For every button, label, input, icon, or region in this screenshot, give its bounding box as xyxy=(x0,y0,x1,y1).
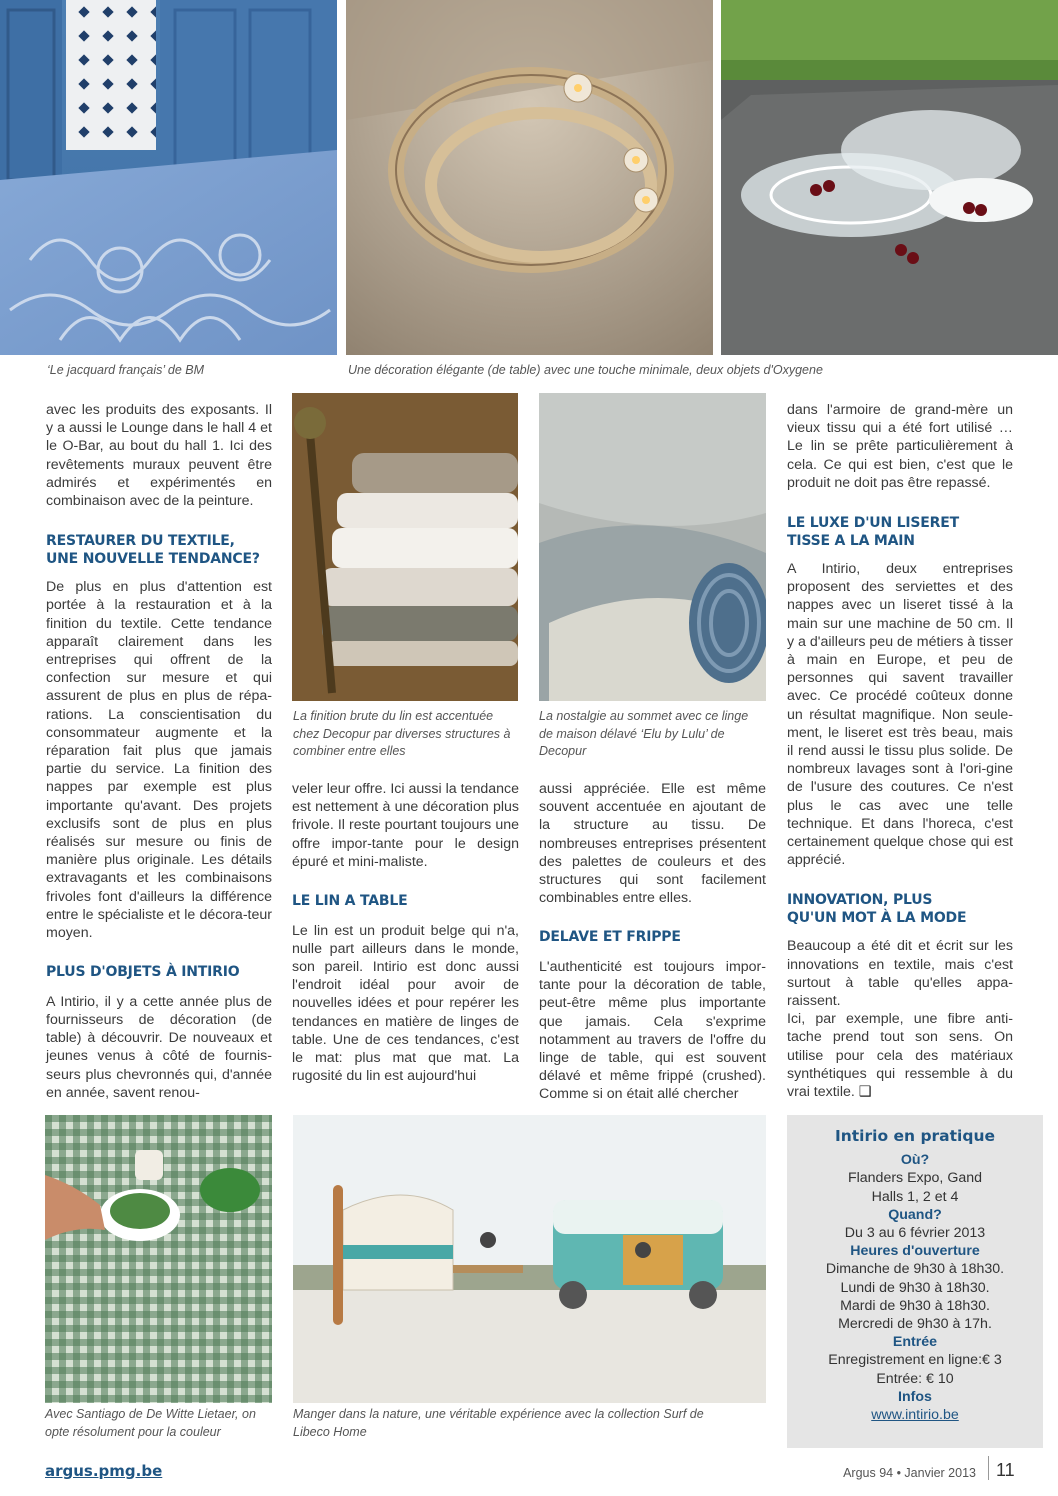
info-box-title: Intirio en pratique xyxy=(834,1127,996,1145)
end-mark-icon: ❑ xyxy=(858,1084,872,1101)
info-box xyxy=(787,1115,1043,1448)
footer-issue: Argus 94 • Janvier 2013 xyxy=(843,1466,976,1480)
photo-jacquard xyxy=(0,0,337,355)
info-hours-2: Lundi de 9h30 à 18h30. xyxy=(840,1279,990,1296)
info-website-link[interactable]: www.intirio.be xyxy=(871,1407,959,1424)
photo-surf xyxy=(293,1115,766,1403)
info-hours-3: Mardi de 9h30 à 18h30. xyxy=(840,1297,990,1314)
heading-innovation-line2: QU'UN MOT À LA MODE xyxy=(787,909,967,926)
info-entry-1: Enregistrement en ligne:€ 3 xyxy=(828,1352,1002,1369)
info-entry-label: Entrée xyxy=(892,1334,938,1351)
photo-decopur-elu xyxy=(539,393,766,701)
photo-decopur-lin xyxy=(292,393,518,701)
caption-jacquard: ‘Le jacquard français’ de BM xyxy=(47,363,205,377)
caption-decopur-lin: La finition brute du lin est accentuée chez Decopur par diverses structures à combiner entre elles xyxy=(293,709,511,758)
heading-innovation-line1: INNOVATION, PLUS xyxy=(787,892,933,909)
info-hours-label: Heures d'ouverture xyxy=(850,1243,980,1260)
heading-plus-objets: PLUS D'OBJETS À INTIRIO xyxy=(46,964,240,981)
col2-paragraph-2: Le lin est un produit belge qui n'a, nulle part ailleurs dans le monde, son pareil. Intirio est donc aussi l'endroit idéal pour avoir de nouvelles idées et pour repérer les tendances en matière de linges de table. Une de ces tendances, c'est le mat: plus mat que mat. La rugosité du lin est aujourd'hui xyxy=(292,922,519,1085)
col4-paragraph-4 xyxy=(787,1010,1013,1101)
info-infos-label: Infos xyxy=(898,1388,932,1405)
column-2 xyxy=(292,780,519,1085)
info-where-label: Où? xyxy=(900,1152,930,1169)
info-hours-1: Dimanche de 9h30 à 18h30. xyxy=(825,1261,1005,1278)
heading-restaurer xyxy=(46,533,272,568)
col1-paragraph-1: avec les produits des exposants. Il y a aussi le Lounge dans le hall 4 et le O-Bar, au bout du hall 1. Ici des revêtements muraux peuvent être admirés et expérimentés en combinaison avec de la peinture. xyxy=(46,402,272,510)
col4-paragraph-1: dans l'armoire de grand-mère un vieux tissu qui a été fort utilisé … Le lin se prête particulièrement à cela. Ce qui est bien, c'est que le produit ne doit pas être repassé. xyxy=(787,402,1013,491)
heading-liseret xyxy=(787,515,1013,550)
col1-paragraph-2: De plus en plus d'attention est portée à la restauration et à la finition du textile. Cette tendance apparaît clairement dans les entreprises qui offrent de la confection sur mesure et qui assurent de plus en plus de répa-rations. La conscientisation du consommateur augmente et la réparation fait plus que jamais partie du service. La finition des nappes par exemple est plus importante qu'avant. Des projets exclusifs sont de plus en plus réalisés sur mesure ou finis de manière plus originale. Les détails extravagants et les combinaisons frivoles font d'ailleurs la différence entre le spécialiste et le décora-teur moyen. xyxy=(46,579,272,942)
col3-paragraph-2: L'authenticité est toujours impor-tante pour la décoration de table, peut-être même plus importante que jamais. Cela s'exprime notamment au travers de l'offre du linge de table, qui est souvent délavé et même frippé (crushed). Comme si on était allé chercher xyxy=(539,958,766,1103)
column-3 xyxy=(539,780,766,1104)
info-hours-4: Mercredi de 9h30 à 17h. xyxy=(838,1316,992,1333)
photo-oxygene-bowls xyxy=(721,0,1058,355)
heading-restaurer-line1: RESTAURER DU TEXTILE, xyxy=(46,533,235,550)
col4-paragraph-4-text: Ici, par exemple, une fibre anti-tache prend tout son sens. On utilise pour cela des matériaux synthétiques qui ressemble à du vrai textile. xyxy=(787,1011,1013,1101)
heading-delave: DELAVE ET FRIPPE xyxy=(539,929,681,946)
caption-oxygene: Une décoration élégante (de table) avec une touche minimale, deux objets d'Oxygene xyxy=(348,363,823,377)
photo-oxygene-ring xyxy=(346,0,713,355)
info-where-1: Flanders Expo, Gand xyxy=(847,1170,983,1187)
column-4 xyxy=(787,401,1013,1101)
col2-paragraph-1: veler leur offre. Ici aussi la tendance est nettement à une décoration plus frivole. Il reste pourtant toujours une offre impor-tante pour le design épuré et mini-maliste. xyxy=(292,781,519,870)
photo-santiago xyxy=(45,1115,272,1403)
heading-lin-a-table: LE LIN A TABLE xyxy=(292,893,408,910)
heading-restaurer-line2: UNE NOUVELLE TENDANCE? xyxy=(46,550,260,567)
col4-paragraph-2: A Intirio, deux entreprises proposent des serviettes et des nappes avec un liseret tissé à la main sur une machine de 50 cm. Il y a d'ailleurs peu de métiers à tisser à main en Europe, et peu de personnes qui savent travailler avec. Ce procédé coûteux donne un résultat magnifique. Non seule-ment, le liseret est très beau, mais il rend aussi le tissu plus solide. De nombreux lavages sont à l'ori-gine de l'usure des coutures. Ce n'est plus le cas avec une telle technique. Et dans l'horeca, c'est certainement quelque chose qui est apprécié. xyxy=(787,561,1013,869)
heading-innovation xyxy=(787,892,1013,927)
caption-surf: Manger dans la nature, une véritable expérience avec la collection Surf de Libeco Home xyxy=(293,1407,704,1439)
page-number: 11 xyxy=(996,1460,1015,1480)
info-entry-2: Entrée: € 10 xyxy=(876,1370,954,1387)
col3-paragraph-1: aussi appréciée. Elle est même souvent accentuée en ajoutant de la structure au tissu. De nombreuses entreprises présentent des palettes de couleurs et des structures qui sont facilement combinables entre elles. xyxy=(539,781,766,907)
footer-site-link[interactable]: argus.pmg.be xyxy=(45,1462,163,1480)
info-where-2: Halls 1, 2 et 4 xyxy=(871,1188,959,1205)
column-1 xyxy=(46,401,272,1102)
info-when-label: Quand? xyxy=(888,1206,942,1223)
caption-decopur-elu: La nostalgie au sommet avec ce linge de maison délavé ‘Elu by Lulu’ de Decopur xyxy=(539,709,749,758)
col4-paragraph-3: Beaucoup a été dit et écrit sur les innovations en textile, mais c'est surtout à table qu'elles appa-raissent. xyxy=(787,938,1013,1010)
heading-liseret-line2: TISSE A LA MAIN xyxy=(787,532,915,549)
col1-paragraph-3: A Intirio, il y a cette année plus de fournisseurs de décoration (de table) à découvrir. De nouveaux et jeunes venus à côté de fournis-seurs plus chevronnés qui, d'année en année, savent renou- xyxy=(46,993,272,1101)
footer-divider xyxy=(988,1456,989,1480)
info-when-1: Du 3 au 6 février 2013 xyxy=(844,1225,986,1242)
heading-liseret-line1: LE LUXE D'UN LISERET xyxy=(787,515,959,532)
caption-santiago: Avec Santiago de De Witte Lietaer, on opte résolument pour la couleur xyxy=(45,1407,256,1439)
